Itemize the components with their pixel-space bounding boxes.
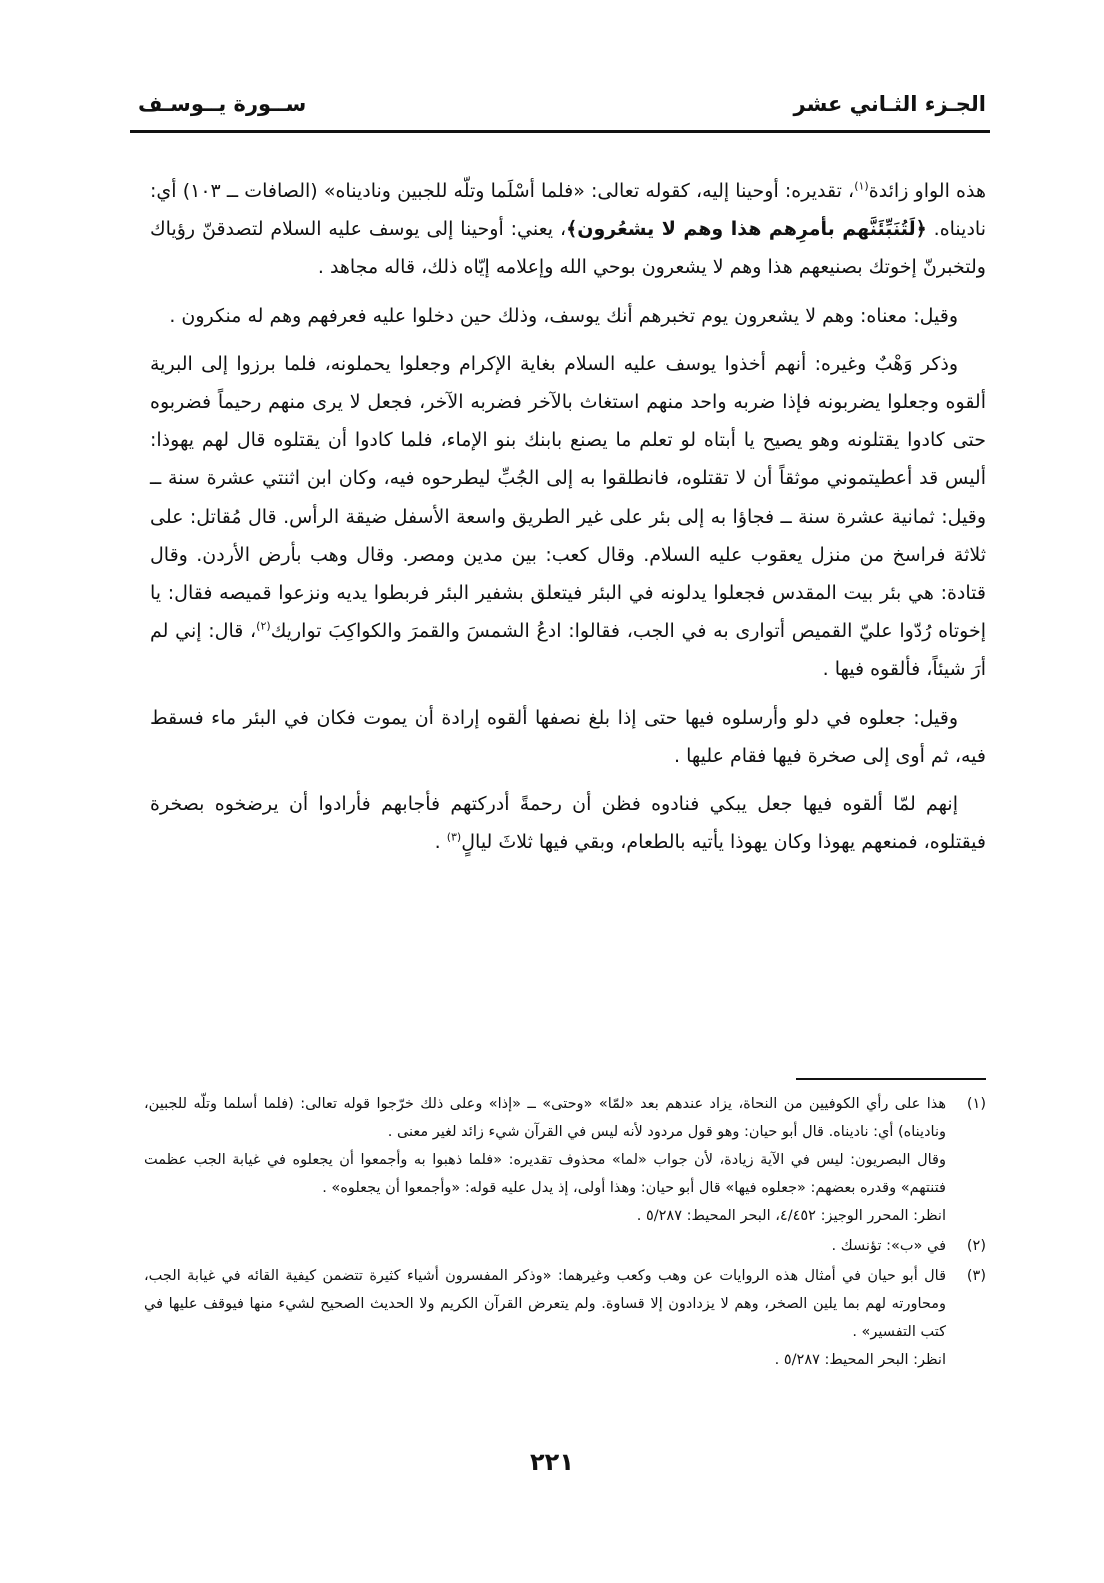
footnote-1 [144,1090,986,1230]
footnote-body [144,1232,946,1260]
footnote-number: (٢) [966,1238,986,1254]
footnotes [144,1090,986,1376]
text-run: ، يعني: أوحينا إلى يوسف عليه السلام لتصدقنّ رؤياك ولتخبرنّ إخوتك بصنيعهم هذا وهم لا يشعرون بوحي الله وإعلامه إيّاه ذلك، قاله مجاهد . [150,218,986,279]
footnote-line: انظر: البحر المحيط: ٥/٢٨٧ . [774,1352,946,1368]
footnote-line: انظر: المحرر الوجيز: ٤/٤٥٢، البحر المحيط: ٥/٢٨٧ . [636,1208,946,1224]
text-run: إنهم لمّا ألقوه فيها جعل يبكي فنادوه فظن أن رحمةً أدركتهم فأجابهم فأرادوا أن يرضخوه بصخرة فيقتلوه، فمنعهم يهوذا وكان يهوذا يأتيه بالطعام، وبقي فيها ثلاثَ ليالٍ [150,793,986,854]
footnote-body [144,1090,946,1230]
paragraph-3 [150,345,986,689]
footnote-ref-2: (٢) [256,619,271,633]
paragraph-1 [150,172,986,287]
footnote-line: في «ب»: تؤنسك . [831,1238,946,1254]
paragraph-2: وقيل: معناه: وهم لا يشعرون يوم تخبرهم أنك يوسف، وذلك حين دخلوا عليه فعرفهم وهم له منكرون . [169,304,958,327]
footnote-line: وقال البصريون: ليس في الآية زيادة، لأن جواب «لما» محذوف تقديره: «فلما ذهبوا به وأجمعوا أن يجعلوه في غيابة الجب عظمت فتنتهم» وقدره بعضهم: «جعلوه فيها» قال أبو حيان: وهذا أولى، إذ يدل عليه قوله: «وأجمعوا أن يجعلوه» . [144,1152,946,1196]
footnote-rule [796,1078,986,1080]
footnote-number: (١) [966,1096,986,1112]
footnote-ref-3: (٣) [446,830,462,844]
footnote-number: (٣) [966,1268,986,1284]
header-rule [130,130,990,133]
text-run: ، تقديره: أوحينا إليه، كقوله تعالى: «فلما أسْلَما وتلّه للجبين وناديناه» (الصافات ــ ١٠٣) أي: ناديناه. [150,180,986,241]
text-run: هذه الواو زائدة [868,180,986,202]
paragraph-4: وقيل: جعلوه في دلو وأرسلوه فيها حتى إذا بلغ نصفها ألقوه إرادة أن يموت فكان في البئر ماء فسقط فيه، ثم أوى إلى صخرة فيها فقام عليها . [150,706,986,767]
quran-quote: ﴿لَتُنَبِّئَنَّهم بأمرِهم هذا وهم لا يشعُرون﴾ [566,218,927,241]
footnote-ref-1: (١) [854,179,869,193]
footnote-3 [144,1262,986,1374]
running-header-part: الجـزء الثـاني عشر [793,92,986,116]
footnote-body [144,1262,946,1374]
footnote-2 [144,1232,986,1260]
running-header-surah: ســورة يــوسـف [138,92,307,116]
paragraph-5 [150,785,986,861]
main-text [150,172,986,871]
text-run: ، قال: إني لم أرَ شيئاً، فألقوه فيها . [150,620,986,681]
footnote-line: قال أبو حيان في أمثال هذه الروايات عن وهب وكعب وغيرهما: «وذكر المفسرون أشياء كثيرة تتضمن كيفية القائه في غيابة الجب، ومحاورته لهم بما يلين الصخر، وهم لا يزدادون إلا قساوة. ولم يتعرض القرآن الكريم ولا الحديث الصحيح لشيء منها فيوقف عليها في كتب التفسير» . [144,1268,946,1340]
footnote-line: هذا على رأي الكوفيين من النحاة، يزاد عندهم بعد «لمّا» «وحتى» ــ «إذا» وعلى ذلك خرّجوا قوله تعالى: (فلما أسلما وتلّه للجبين، وناديناه) أي: ناديناه. قال أبو حيان: وهو قول مردود لأنه ليس في القرآن شيء زائد لغير معنى . [144,1096,946,1140]
text-run: . [434,831,447,854]
page-number: ٢٢١ [530,1448,574,1476]
text-run: وذكر وَهْبٌ وغيره: أنهم أخذوا يوسف عليه السلام بغاية الإكرام وجعلوا يحملونه، فلما برزوا إلى البرية ألقوه وجعلوا يضربونه فإذا ضربه واحد منهم استغاث بالآخر فضربه الآخر، فجعل لا يرى منهم رحيماً فضربوه حتى كادوا يقتلونه وهو يصيح يا أبتاه لو تعلم ما يصنع بابنك بنو الإماء، فلما كادوا أن يقتلوه قال لهم يهوذا: أليس قد أعطيتموني موثقاً أن لا تقتلوه، فانطلقوا به إلى الجُبِّ ليطرحوه فيه، وكان ابن اثنتي عشرة سنة ــ وقيل: ثمانية عشرة سنة ــ فجاؤا به إلى بئر على غير الطريق واسعة الأسفل ضيقة الرأس. قال مُقاتل: على ثلاثة فراسخ من منزل يعقوب عليه السلام. وقال كعب: بين مدين ومصر. وقال وهب بأرض الأردن. وقال قتادة: هي بئر بيت المقدس فجعلوا يدلونه في البئر فيتعلق بشفير البئر فربطوا يديه ونزعوا قميصه فقال: يا إخوتاه رُدّوا عليّ القميص أتوارى به في الجب، فقالوا: ادعُ الشمسَ والقمرَ والكواكِبَ تواريك [150,352,986,643]
